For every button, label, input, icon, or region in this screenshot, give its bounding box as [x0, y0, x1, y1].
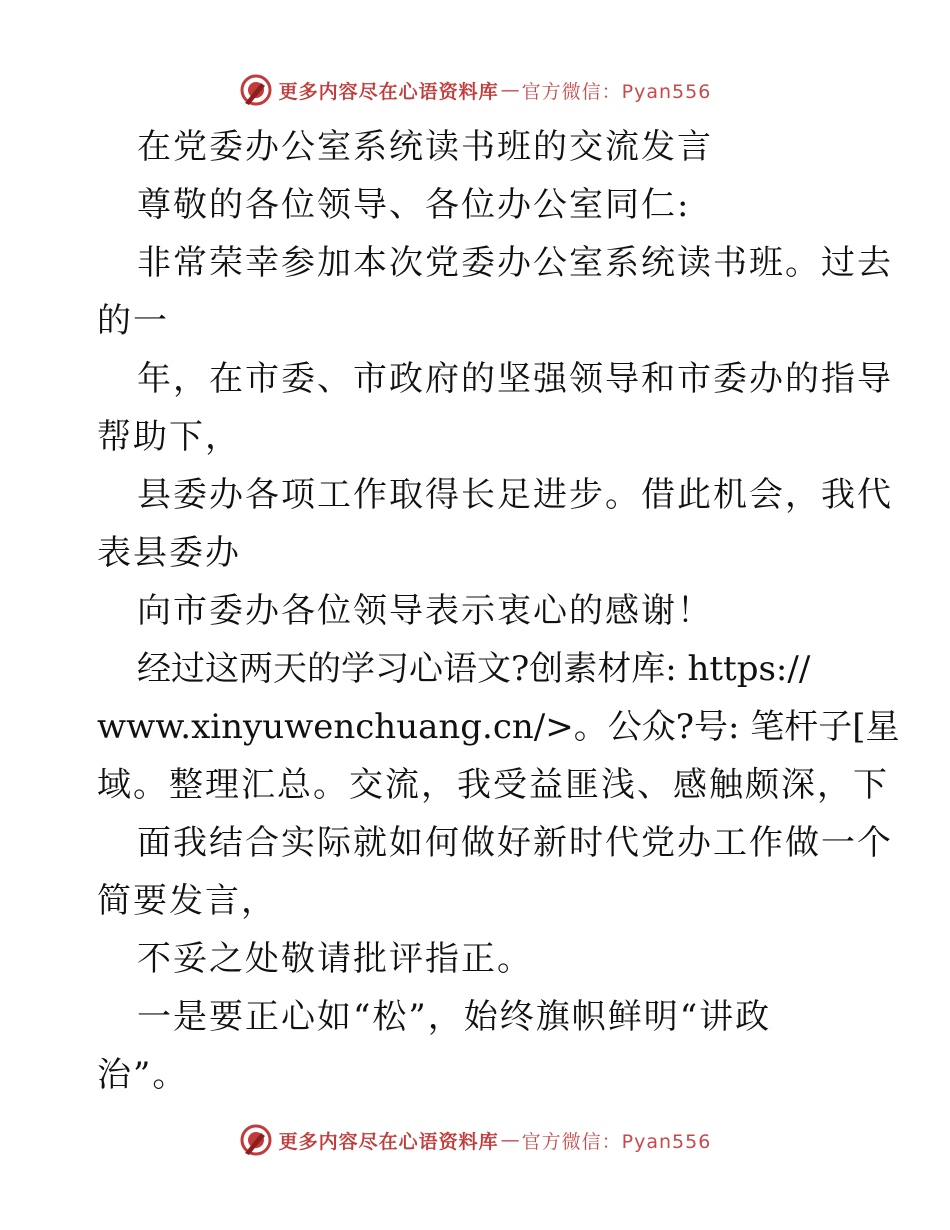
- paragraph-line: 县委办各项工作取得长足进步。借此机会，我代: [137, 475, 893, 515]
- document-title: 在党委办公室系统读书班的交流发言: [137, 127, 713, 167]
- watermark-main-text: 更多内容尽在心语资料库: [278, 1130, 499, 1153]
- watermark-separator: —: [500, 1129, 520, 1151]
- paragraph-line: 面我结合实际就如何做好新时代党办工作做一个: [137, 823, 893, 863]
- paragraph-line: 一是要正心如“松”，始终旗帜鲜明“讲政: [137, 997, 772, 1037]
- paragraph-line: 非常荣幸参加本次党委办公室系统读书班。过去: [137, 243, 893, 283]
- watermark-wechat-text: 官方微信：Pyan556: [521, 1130, 712, 1153]
- paragraph-line: 的一: [97, 301, 169, 341]
- watermark-separator: —: [500, 79, 520, 101]
- paragraph-line: 不妥之处敬请批评指正。: [137, 939, 533, 979]
- paragraph-line: 年，在市委、市政府的坚强领导和市委办的指导: [137, 359, 893, 399]
- document-body: [97, 118, 900, 1104]
- paragraph-line: 经过这两天的学习心语文?创素材库: https://: [137, 649, 811, 689]
- header-watermark: [0, 70, 950, 110]
- paragraph-line: 简要发言，: [97, 881, 277, 921]
- paragraph-line: 域。整理汇总。交流，我受益匪浅、感触颇深，下: [97, 765, 889, 805]
- paragraph-line: 治”。: [97, 1055, 189, 1095]
- paragraph-line: 表县委办: [97, 533, 241, 573]
- salutation: 尊敬的各位领导、各位办公室同仁:: [137, 185, 691, 225]
- watermark-main-text: 更多内容尽在心语资料库: [278, 80, 499, 103]
- footer-watermark: [0, 1120, 950, 1160]
- watermark-wechat-text: 官方微信：Pyan556: [521, 80, 712, 103]
- paragraph-line: 向市委办各位领导表示衷心的感谢！: [137, 591, 713, 631]
- paragraph-line: 帮助下，: [97, 417, 241, 457]
- paragraph-line: www.xinyuwenchuang.cn/>。公众?号: 笔杆子[星: [97, 707, 900, 747]
- pen-logo-icon: [239, 73, 273, 107]
- pen-logo-icon: [239, 1123, 273, 1157]
